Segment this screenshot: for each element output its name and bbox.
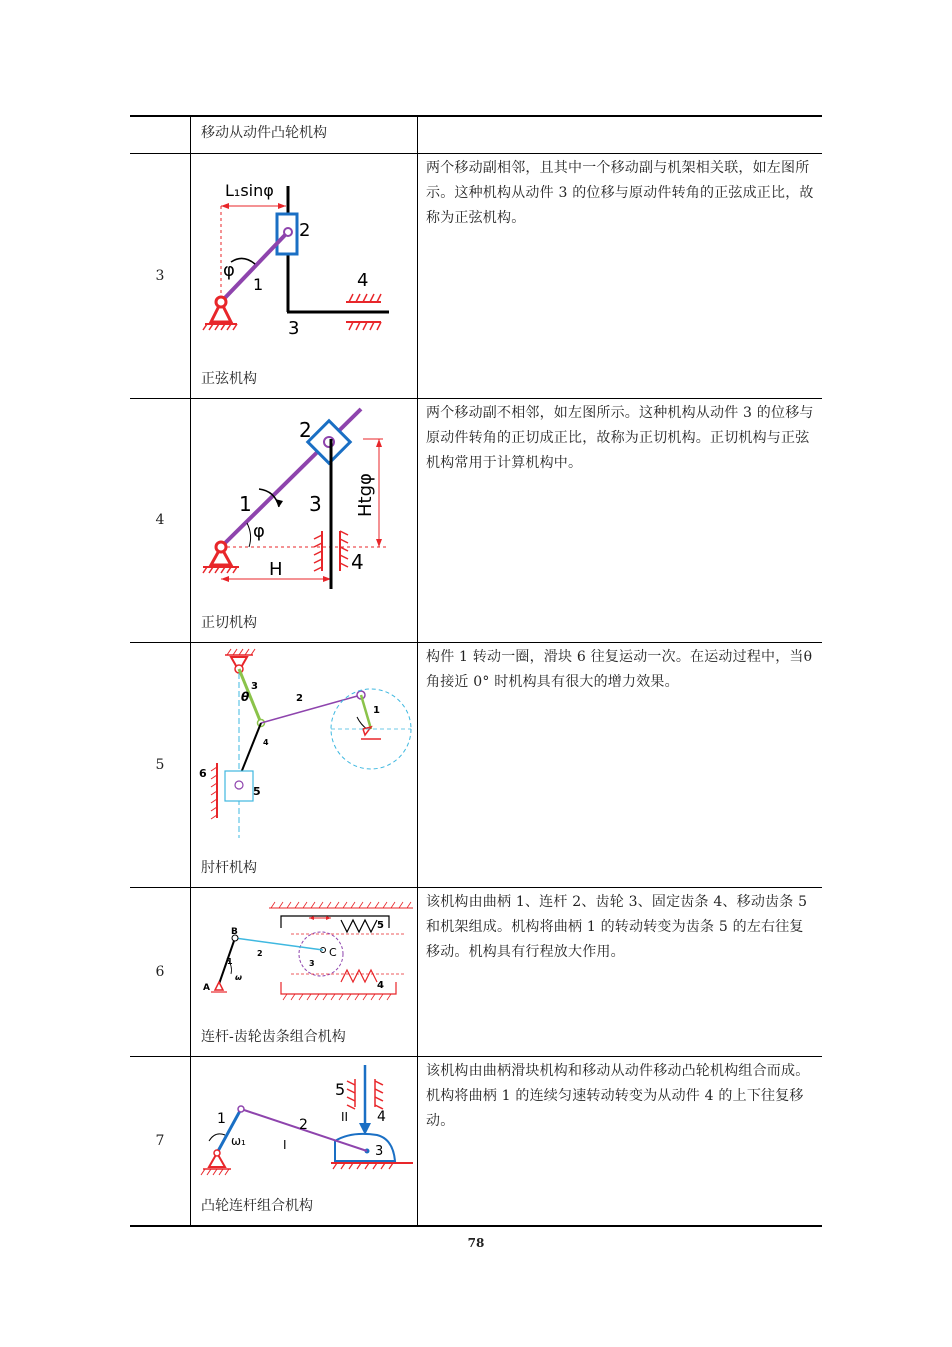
description-cell [418, 116, 823, 153]
figure-cell [191, 398, 418, 642]
row-number [130, 116, 191, 153]
table-row [130, 116, 822, 153]
table-row [130, 887, 822, 1056]
description-cell: 两个移动副相邻，且其中一个移动副与机架相关联，如左图所示。这种机构从动件 3 的位移与原动件转角的正弦成正比，故称为正弦机构。 [418, 153, 823, 398]
row-number: 7 [130, 1056, 191, 1226]
region-label: II [341, 1109, 349, 1124]
region-label: I [283, 1137, 287, 1152]
link-label: 1 [253, 274, 264, 294]
link-label: 1 [239, 491, 252, 516]
angle-label: θ [241, 689, 250, 704]
link-label: 2 [257, 948, 263, 958]
toggle-mechanism-diagram [191, 643, 417, 888]
angle-label: ω [235, 972, 242, 982]
description-cell: 该机构由曲柄 1、连杆 2、齿轮 3、固定齿条 4、移动齿条 5 和机架组成。机构将曲柄 1 的转动转变为齿条 5 的左右往复移动。机构具有行程放大作用。 [418, 887, 823, 1056]
table-row [130, 398, 822, 642]
angle-label: φ [253, 520, 265, 542]
point-label: C [329, 945, 337, 959]
page-number: 78 [467, 1236, 485, 1250]
link-label: 3 [375, 1143, 384, 1159]
link-label: 4 [377, 1108, 386, 1125]
figure-caption: 正弦机构 [201, 370, 257, 387]
figure-caption: 连杆-齿轮齿条组合机构 [201, 1028, 346, 1045]
link-label: 5 [377, 919, 384, 931]
figure-caption: 移动从动件凸轮机构 [201, 125, 327, 141]
link-label: 3 [251, 680, 258, 692]
table-row [130, 153, 822, 398]
sine-mechanism-diagram [191, 154, 417, 399]
figure-caption: 肘杆机构 [201, 859, 257, 876]
figure-caption: 正切机构 [201, 614, 257, 631]
link-label: 1 [373, 704, 380, 716]
dim-label: L₁sinφ [225, 180, 274, 200]
figure-cell [191, 642, 418, 887]
link-label: 5 [335, 1079, 346, 1099]
description-cell: 构件 1 转动一圈，滑块 6 往复运动一次。在运动过程中，当θ角接近 0° 时机构具有很大的增力效果。 [418, 642, 823, 887]
table-row [130, 642, 822, 887]
dim-label: Htgφ [355, 472, 376, 517]
row-number: 6 [130, 887, 191, 1056]
figure-cell [191, 153, 418, 398]
row-number: 3 [130, 153, 191, 398]
description-cell: 两个移动副不相邻，如左图所示。这种机构从动件 3 的位移与原动件转角的正切成正比，故称为正切机构。正切机构与正弦机构常用于计算机构中。 [418, 398, 823, 642]
angle-label: ω₁ [231, 1133, 246, 1148]
figure-cell [191, 1056, 418, 1226]
description-cell: 该机构由曲柄滑块机构和移动从动件移动凸轮机构组合而成。机构将曲柄 1 的连续匀速转动转变为从动件 4 的上下往复移动。 [418, 1056, 823, 1226]
table-row [130, 1056, 822, 1226]
angle-label: φ [223, 259, 235, 281]
figure-cell [191, 887, 418, 1056]
link-label: 4 [357, 269, 369, 291]
point-label: A [203, 982, 210, 993]
link-label: 2 [299, 417, 312, 442]
link-label: 1 [217, 1110, 226, 1127]
row-number: 5 [130, 642, 191, 887]
link-label: 3 [309, 958, 315, 968]
mechanism-table [130, 115, 822, 1227]
tangent-mechanism-diagram [191, 399, 417, 643]
link-label: 2 [299, 1116, 308, 1133]
link-label: 3 [309, 491, 322, 516]
dim-label: H [269, 558, 283, 580]
link-label: 3 [288, 317, 300, 339]
link-label: 6 [199, 766, 207, 780]
link-label: 5 [253, 784, 261, 798]
link-label: 1 [227, 956, 233, 966]
figure-cell [191, 116, 418, 153]
point-label: B [231, 926, 238, 937]
row-number: 4 [130, 398, 191, 642]
link-label: 2 [299, 219, 311, 241]
link-label: 4 [377, 979, 384, 991]
figure-caption: 凸轮连杆组合机构 [201, 1198, 313, 1214]
link-label: 2 [296, 692, 303, 704]
link-label: 4 [263, 737, 269, 747]
link-label: 4 [351, 549, 364, 574]
